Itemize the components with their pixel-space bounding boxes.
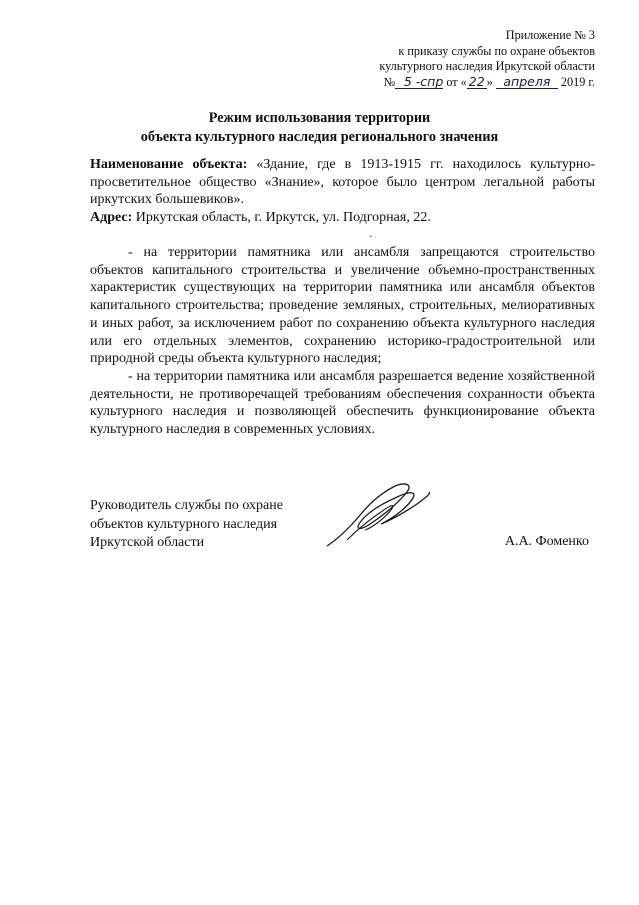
handwritten-signature (325, 480, 435, 550)
appendix-order-ref: к приказу службы по охране объектов (398, 43, 595, 58)
order-number-handwritten: 5 -спр (395, 75, 443, 89)
title-line-2: объекта культурного наследия регионального значения (140, 129, 499, 145)
order-year: 2019 г. (560, 74, 595, 89)
object-name-paragraph (90, 156, 595, 209)
stray-mark: · (369, 232, 373, 243)
appendix-number: Приложение № 3 (505, 28, 595, 42)
address-value: Иркутская область, г. Иркутск, ул. Подгорная, 22. (135, 210, 431, 225)
order-month-handwritten: апреля (496, 75, 558, 89)
signatory-name: А.А. Фоменко (504, 534, 589, 549)
title-line-1: Режим использования территории (208, 110, 431, 126)
appendix-authority: культурного наследия Иркутской области (379, 59, 595, 74)
order-date-mid: » (486, 74, 493, 89)
rule-permitted: - на территории памятника или ансамбля разрешается ведение хозяйственной деятельности, не противоречащей требованиям обеспечения сохранности объекта культурного наследия и позволяющей обеспечить функционирование объекта культурного наследия в современных условиях. (90, 368, 595, 438)
object-name-value: «Здание, где в 1913-1915 гг. находилось культурно-просветительное общество «Знание», которое было центром легальной работы иркутских большевиков». (90, 157, 595, 208)
order-date-prefix: от « (446, 74, 467, 89)
usage-rules (90, 244, 595, 439)
object-name-label: Наименование объекта: (90, 157, 248, 172)
appendix-header (335, 28, 595, 90)
signatory-line-2: объектов культурного наследия (90, 516, 278, 532)
order-day-handwritten: 22 (467, 75, 487, 89)
signatory-line-1: Руководитель службы по охране (90, 498, 283, 513)
rule-prohibited: - на территории памятника или ансамбля запрещаются строительство объектов капитального строительства и увеличение объемно-пространственных характеристик существующих на территории памятника или ансамбля объектов капитального строительства; проведение земляных, строительных, мелиоративных и иных работ, за исключением работ по сохранению объекта культурного наследия или его отдельных элементов, сохранению историко-градостроительной или природной среды объекта культурного наследия; (90, 245, 595, 367)
address-label: Адрес: (90, 210, 133, 225)
address-paragraph (90, 209, 595, 227)
signatory-position (90, 497, 283, 553)
order-number-prefix: № (383, 74, 396, 89)
document-title (0, 109, 639, 147)
signatory-line-3: Иркутской области (90, 535, 205, 551)
order-number-date (335, 75, 595, 91)
